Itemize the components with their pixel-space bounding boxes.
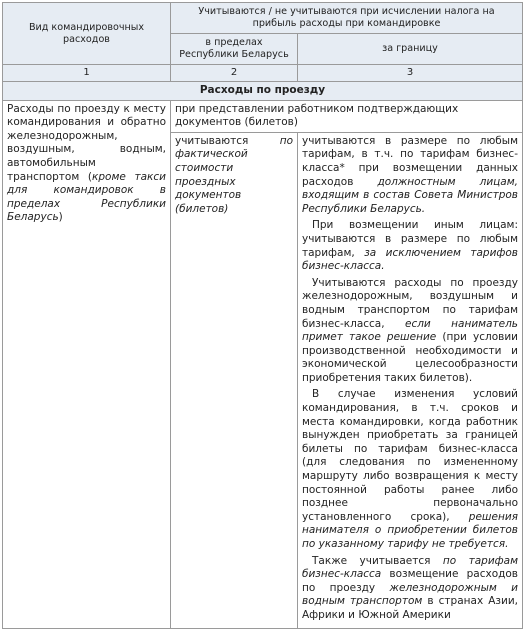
- abroad-paragraph-1: [302, 135, 518, 217]
- abroad-paragraph-5: [302, 555, 518, 623]
- within-belarus-cell: [171, 132, 298, 628]
- abroad-p5-text: Также учитывается: [312, 554, 443, 567]
- within-belarus-text: учитываются: [175, 134, 280, 147]
- abroad-paragraph-3: [302, 277, 518, 386]
- abroad-p5-end: в странах Азии, Африки и Южной Америки: [302, 595, 518, 621]
- abroad-paragraph-4: [302, 388, 518, 551]
- abroad-cell: [298, 132, 523, 628]
- column-number-row: [3, 65, 523, 82]
- header-expense-type: Вид командировочных расходов: [3, 3, 171, 65]
- abroad-p2-text: При возмещении иным лицам: учитываются в размере по любым тарифам,: [302, 219, 518, 259]
- abroad-p5-italic: по тарифам бизнес-класса: [302, 554, 518, 581]
- section-title: Расходы по проезду: [3, 82, 523, 101]
- header-abroad: за границу: [298, 34, 523, 65]
- column-number-1: 1: [3, 65, 171, 82]
- expense-description-end: ): [58, 211, 63, 224]
- abroad-p5-italic-2: железнодорожным и водным транспортом: [302, 581, 519, 608]
- content-row: [3, 100, 523, 132]
- abroad-p3-end: (при условии производственной необходимости и экономической целесообразности приобретения таких билетов).: [302, 331, 518, 384]
- expense-description-exception: кроме такси для командировок в пределах Республики Беларусь: [7, 170, 166, 224]
- abroad-p1-text: учитываются в размере по любым тарифам, в т.ч. по тарифам бизнес-класса* при возмещении данных расходов: [302, 134, 518, 188]
- within-belarus-italic: по фактической стоимости проездных документов (билетов): [175, 134, 293, 215]
- abroad-p1-italic: должностным лицам, входящим в состав Совета Министров Республики Беларусь.: [302, 175, 518, 215]
- expense-description-cell: [3, 100, 171, 628]
- section-row: [3, 82, 523, 101]
- abroad-paragraph-2: [302, 219, 518, 273]
- header-accounted: Учитываются / не учитываются при исчислении налога на прибыль расходы при командировке: [171, 3, 523, 34]
- column-number-3: 3: [298, 65, 523, 82]
- expense-description-text: Расходы по проезду к месту командирования и обратно железнодорожным, воздушным, водным, автомобильным транспортом (: [7, 102, 166, 183]
- abroad-p4-text: В случае изменения условий командирования, в т.ч. сроков и места командировки, когда работник вынужден приобретать за границей билеты по тарифам бизнес-класса (для следования по измененному маршруту либо возвращения к месту постоянной работы ранее либо позднее первоначально установленного срока),: [302, 388, 518, 523]
- abroad-p3-italic: если наниматель примет такое решение: [302, 317, 518, 344]
- section-subtitle: при представлении работником подтверждающих документов (билетов): [171, 100, 523, 132]
- abroad-p4-italic: решения нанимателя о приобретении билетов по указанному тарифу не требуется.: [302, 510, 518, 550]
- travel-expenses-table: [2, 2, 523, 629]
- abroad-p2-italic: за исключением тарифов бизнес-класса.: [302, 246, 518, 273]
- header-within-belarus: в пределах Республики Беларусь: [171, 34, 298, 65]
- header-row-1: [3, 3, 523, 34]
- abroad-p3-text: Учитываются расходы по проезду железнодорожным, воздушным и водным транспортом по тарифам бизнес-класса,: [302, 276, 518, 330]
- column-number-2: 2: [171, 65, 298, 82]
- abroad-p5-mid: возмещение расходов по проезду: [302, 568, 518, 594]
